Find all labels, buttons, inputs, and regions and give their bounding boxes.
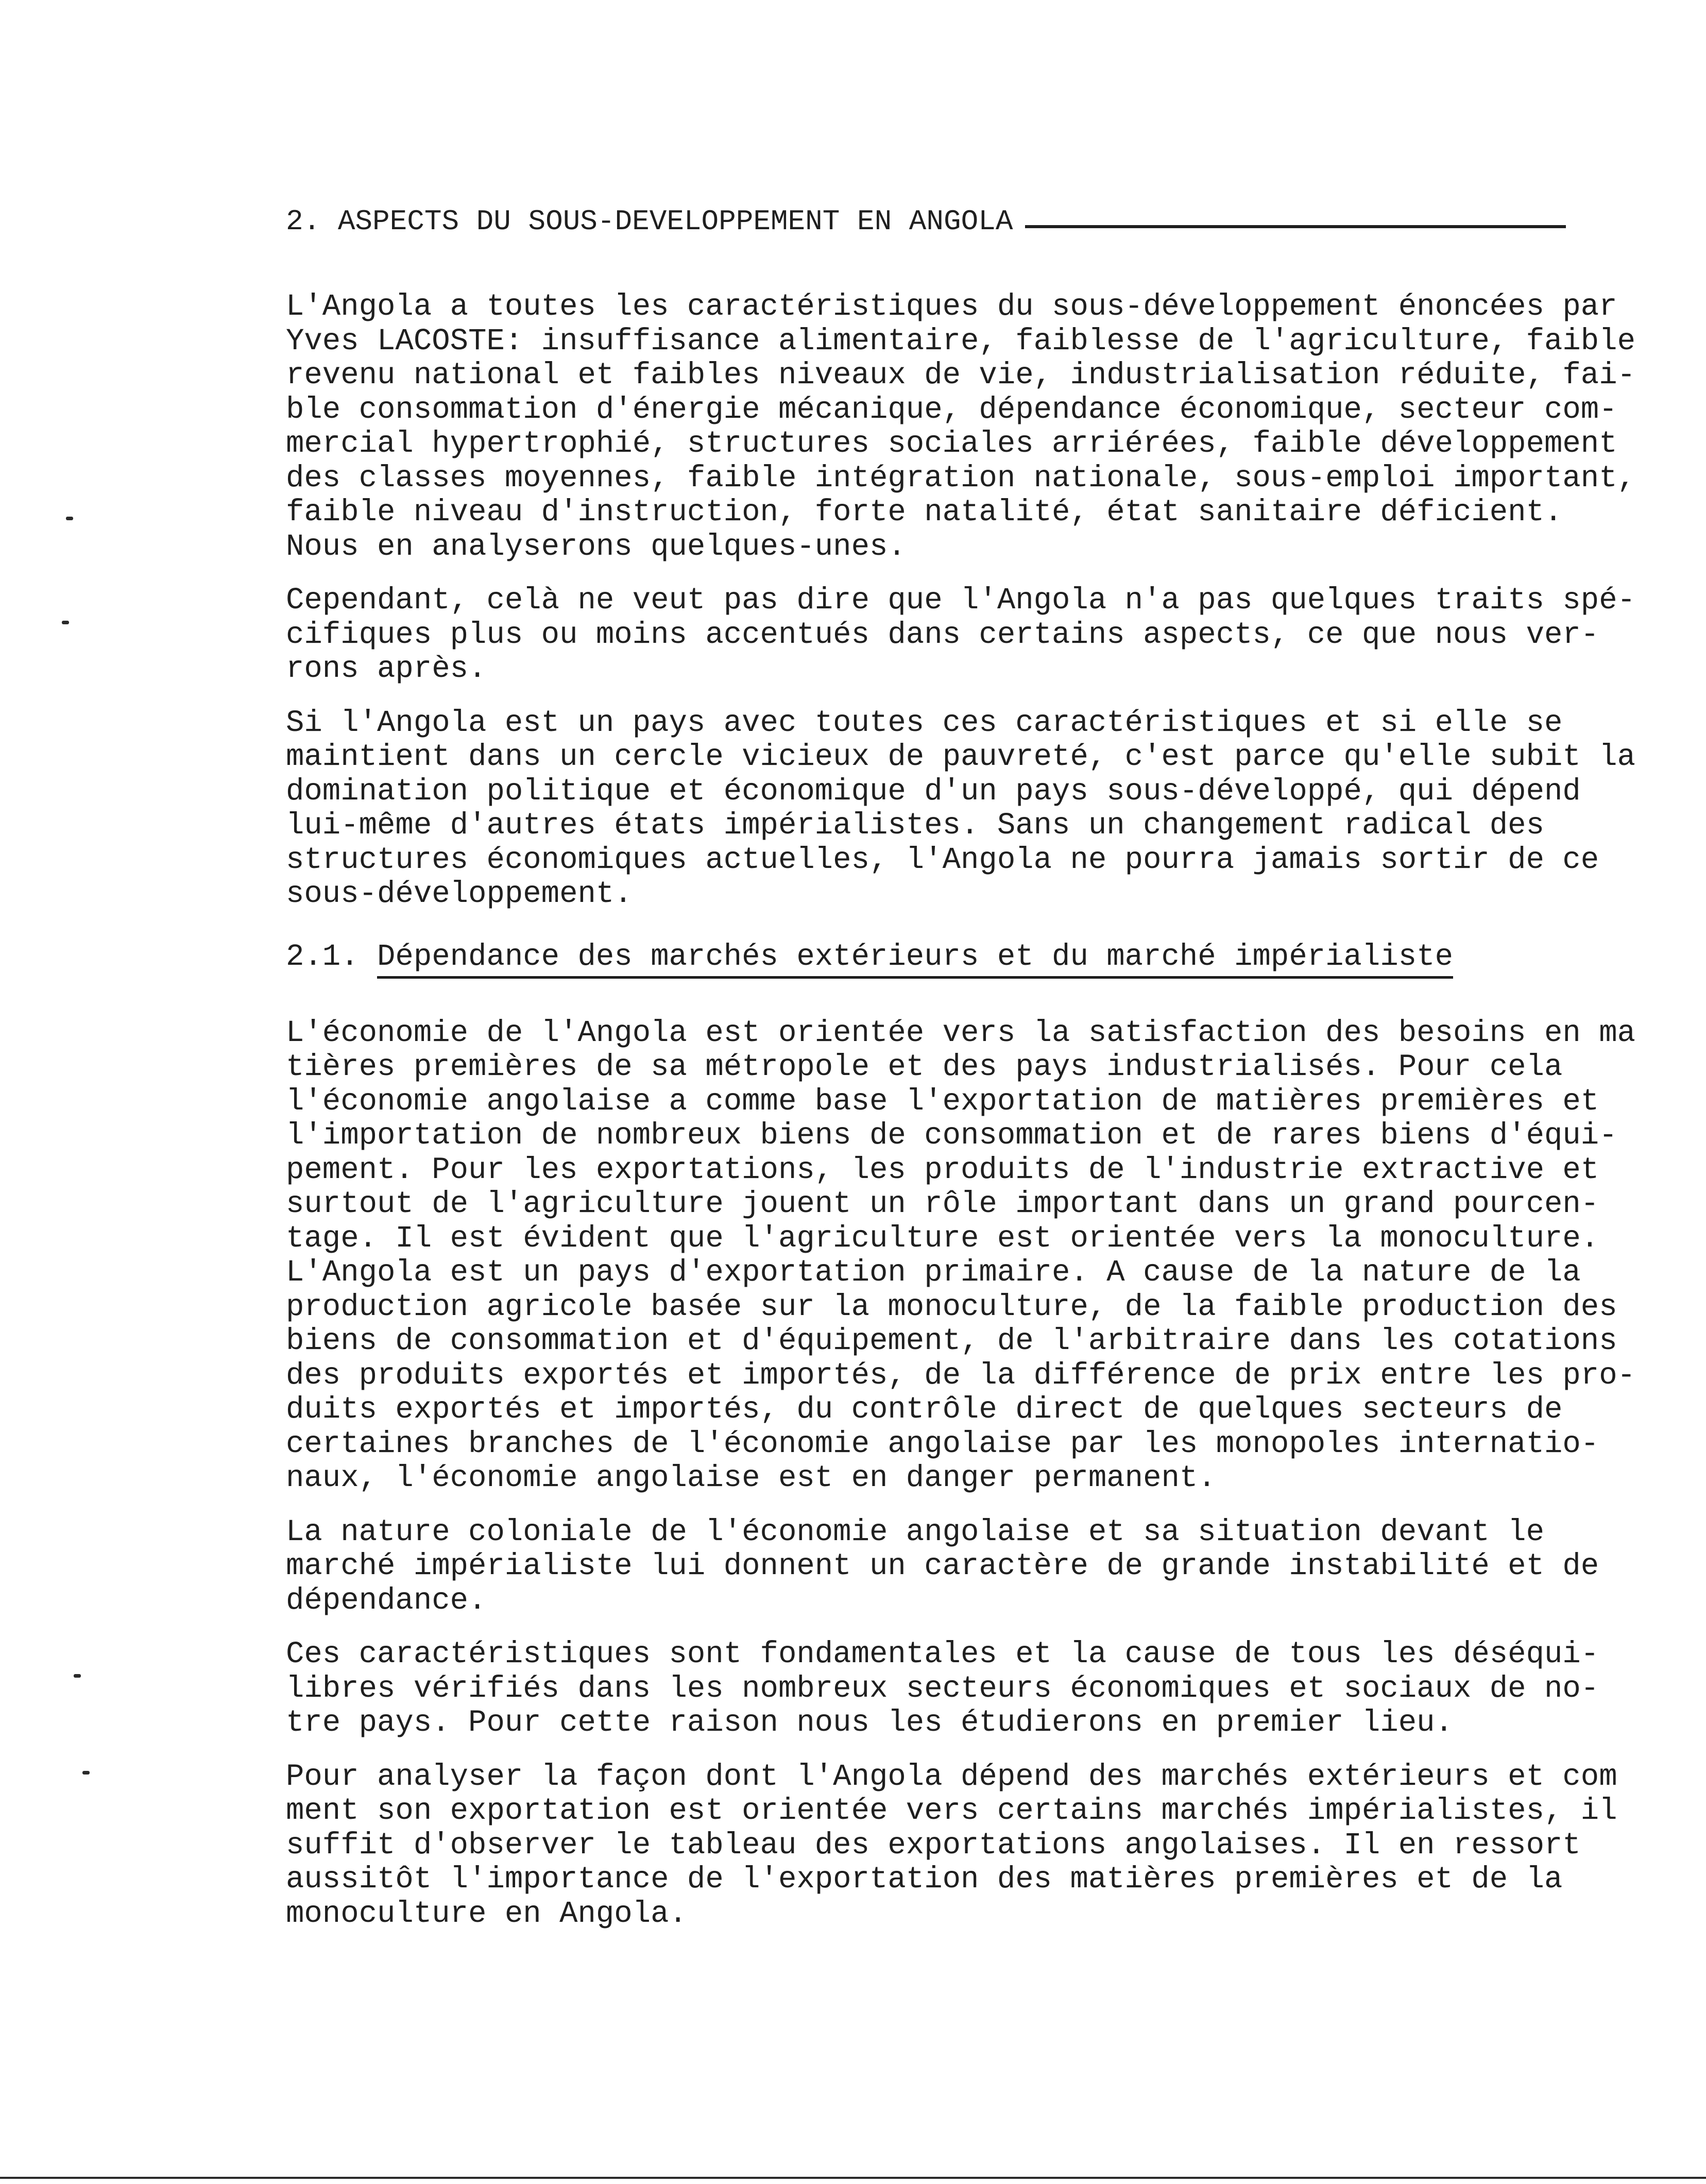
- text-line: structures économiques actuelles, l'Angola ne pourra jamais sortir de ce: [286, 842, 1599, 877]
- paragraph-intro-1: [286, 289, 1636, 564]
- text-line: La nature coloniale de l'économie angolaise et sa situation devant le: [286, 1514, 1544, 1549]
- text-line: faible niveau d'instruction, forte natalité, état sanitaire déficient.: [286, 495, 1563, 530]
- text-line: suffit d'observer le tableau des exportations angolaises. Il en ressort: [286, 1828, 1581, 1863]
- text-line: tre pays. Pour cette raison nous les étudierons en premier lieu.: [286, 1705, 1453, 1740]
- text-line: tage. Il est évident que l'agriculture est orientée vers la monoculture.: [286, 1221, 1599, 1256]
- text-line: production agricole basée sur la monoculture, de la faible production des: [286, 1289, 1617, 1324]
- page-bottom-edge: [0, 2177, 1706, 2179]
- text-line: naux, l'économie angolaise est en danger permanent.: [286, 1461, 1216, 1495]
- text-line: monoculture en Angola.: [286, 1896, 687, 1931]
- text-line: duits exportés et importés, du contrôle direct de quelques secteurs de: [286, 1392, 1563, 1427]
- text-line: Pour analyser la façon dont l'Angola dépend des marchés extérieurs et com: [286, 1759, 1617, 1794]
- text-line: Si l'Angola est un pays avec toutes ces caractéristiques et si elle se: [286, 705, 1563, 740]
- text-line: Nous en analyserons quelques-unes.: [286, 529, 906, 564]
- margin-speck: [66, 517, 73, 520]
- text-line: l'importation de nombreux biens de consommation et de rares biens d'équi-: [286, 1118, 1617, 1153]
- text-line: L'Angola est un pays d'exportation primaire. A cause de la nature de la: [286, 1255, 1581, 1290]
- text-line: biens de consommation et d'équipement, de l'arbitraire dans les cotations: [286, 1324, 1617, 1358]
- text-line: l'économie angolaise a comme base l'exportation de matières premières et: [286, 1084, 1599, 1119]
- text-line: maintient dans un cercle vicieux de pauvreté, c'est parce qu'elle subit la: [286, 740, 1636, 774]
- text-line: lui-même d'autres états impérialistes. Sans un changement radical des: [286, 808, 1544, 843]
- section-heading-text: 2. ASPECTS DU SOUS-DEVELOPPEMENT EN ANGOLA: [286, 205, 1013, 238]
- text-line: mercial hypertrophié, structures sociales arriérées, faible développement: [286, 426, 1617, 461]
- subsection-number: 2.1.: [286, 939, 359, 974]
- heading-rule: [1025, 225, 1566, 228]
- text-line: rons après.: [286, 652, 487, 686]
- margin-speck: [82, 1771, 90, 1774]
- text-line: des produits exportés et importés, de la différence de prix entre les pro-: [286, 1358, 1636, 1393]
- text-line: Cependant, celà ne veut pas dire que l'Angola n'a pas quelques traits spé-: [286, 583, 1636, 618]
- subsection-heading: [286, 940, 1558, 974]
- text-line: domination politique et économique d'un pays sous-développé, qui dépend: [286, 774, 1581, 809]
- paragraph-section-1: [286, 1015, 1636, 1496]
- text-line: ment son exportation est orientée vers certains marchés impérialistes, il: [286, 1794, 1617, 1828]
- text-line: libres vérifiés dans les nombreux secteurs économiques et sociaux de no-: [286, 1671, 1599, 1706]
- text-line: marché impérialiste lui donnent un caractère de grande instabilité et de: [286, 1549, 1599, 1583]
- paragraph-section-2: [286, 1514, 1599, 1618]
- text-line: surtout de l'agriculture jouent un rôle important dans un grand pourcen-: [286, 1187, 1599, 1221]
- text-line: Ces caractéristiques sont fondamentales et la cause de tous les déséqui-: [286, 1637, 1599, 1671]
- text-line: L'Angola a toutes les caractéristiques du sous-développement énoncées par: [286, 289, 1617, 324]
- text-line: tières premières de sa métropole et des pays industrialisés. Pour cela: [286, 1050, 1563, 1084]
- text-line: cifiques plus ou moins accentués dans certains aspects, ce que nous ver-: [286, 617, 1599, 652]
- text-line: Yves LACOSTE: insuffisance alimentaire, faiblesse de l'agriculture, faible: [286, 323, 1636, 359]
- margin-speck: [62, 621, 69, 624]
- paragraph-intro-3: [286, 705, 1636, 912]
- text-line: sous-développement.: [286, 877, 633, 911]
- document-body: [286, 203, 1636, 1931]
- text-line: ble consommation d'énergie mécanique, dépendance économique, secteur com-: [286, 392, 1617, 427]
- section-heading: [286, 203, 1558, 240]
- text-line: L'économie de l'Angola est orientée vers la satisfaction des besoins en ma: [286, 1015, 1636, 1050]
- text-line: certaines branches de l'économie angolaise par les monopoles internatio-: [286, 1426, 1599, 1461]
- paragraph-intro-2: [286, 583, 1636, 687]
- subsection-title: Dépendance des marchés extérieurs et du marché impérialiste: [377, 940, 1453, 979]
- text-line: aussitôt l'importance de l'exportation des matières premières et de la: [286, 1862, 1563, 1897]
- paragraph-section-4: [286, 1759, 1617, 1932]
- paragraph-section-3: [286, 1637, 1599, 1741]
- text-line: des classes moyennes, faible intégration nationale, sous-emploi important,: [286, 460, 1636, 496]
- margin-speck: [74, 1674, 81, 1678]
- text-line: dépendance.: [286, 1583, 487, 1618]
- text-line: pement. Pour les exportations, les produits de l'industrie extractive et: [286, 1152, 1599, 1187]
- text-line: revenu national et faibles niveaux de vie, industrialisation réduite, fai-: [286, 358, 1636, 393]
